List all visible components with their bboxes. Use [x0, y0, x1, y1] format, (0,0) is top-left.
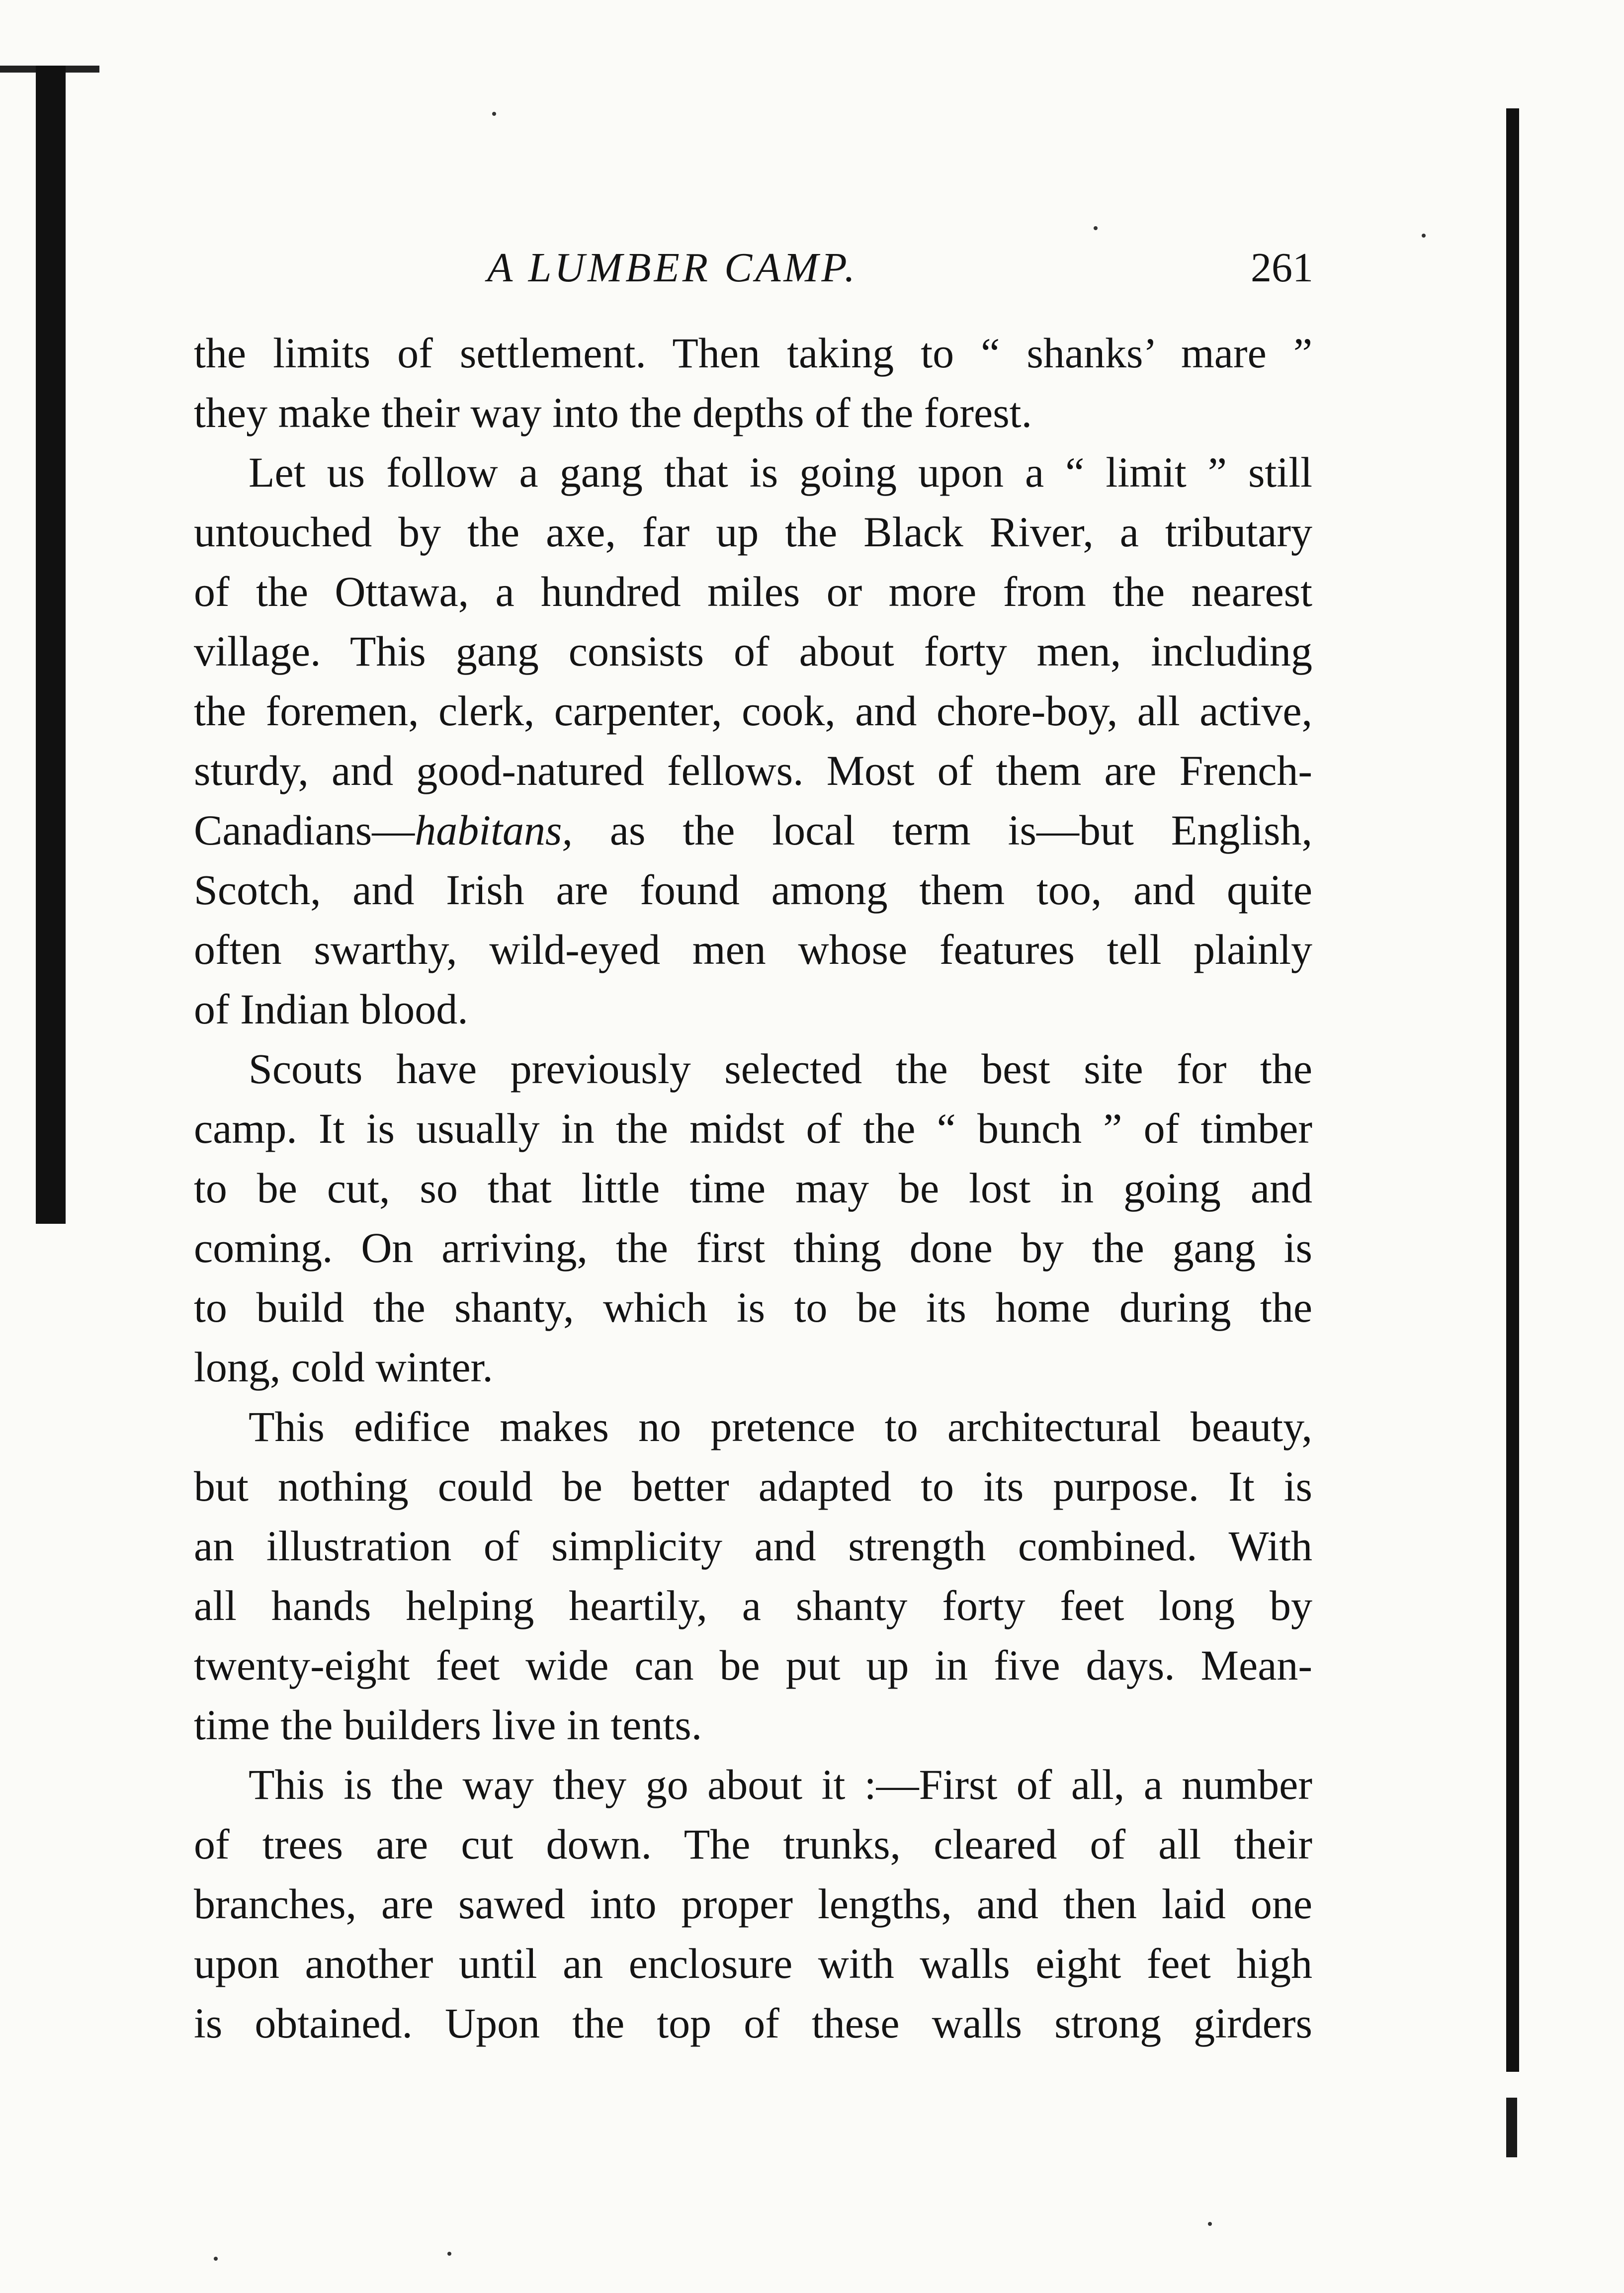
running-head	[194, 234, 1312, 308]
text-line: is obtained. Upon the top of these walls strong girders	[194, 1999, 1312, 2047]
text-line: This edifice makes no pretence to architectural beauty,	[249, 1403, 1312, 1450]
running-head-title: A LUMBER CAMP.	[487, 245, 858, 291]
text-line: Let us follow a gang that is going upon a “ limit ” still	[249, 448, 1312, 496]
text-line: they make their way into the depths of the forest.	[194, 389, 1032, 436]
text-line: the foremen, clerk, carpenter, cook, and chore-boy, all active,	[194, 687, 1312, 735]
scan-gutter-shadow-right	[1506, 108, 1519, 2072]
text-line: often swarthy, wild-eyed men whose features tell plainly	[194, 926, 1312, 973]
page-number: 261	[1251, 245, 1313, 291]
text-line: This is the way they go about it :—First of all, a number	[249, 1761, 1312, 1808]
text-line: but nothing could be better adapted to its purpose. It is	[194, 1462, 1312, 1510]
text-line: an illustration of simplicity and strength combined. With	[194, 1522, 1312, 1570]
text-line: sturdy, and good-natured fellows. Most of them are French-	[194, 747, 1312, 794]
text-line: coming. On arriving, the first thing done by the gang is	[194, 1224, 1312, 1272]
text-line: upon another until an enclosure with walls eight feet high	[194, 1940, 1312, 1987]
text-line: to be cut, so that little time may be lost in going and	[194, 1164, 1312, 1212]
italic-term-habitans: habitans,	[415, 806, 573, 854]
text-line: time the builders live in tents.	[194, 1701, 702, 1749]
scan-speck	[447, 2252, 451, 2256]
text-line: branches, are sawed into proper lengths, and then laid one	[194, 1880, 1312, 1928]
text-run: as the local term is—but English,	[573, 806, 1312, 854]
text-line: of trees are cut down. The trunks, cleared of all their	[194, 1820, 1312, 1868]
paragraph-5	[194, 1755, 1312, 2053]
scan-speck	[214, 2257, 218, 2261]
text-run: Canadians—	[194, 806, 415, 854]
text-line: Scotch, and Irish are found among them too, and quite	[194, 866, 1312, 914]
scan-gutter-shadow-left	[36, 66, 66, 1224]
scan-speck	[1422, 234, 1426, 238]
paragraph-2	[194, 442, 1312, 1039]
text-line: all hands helping heartily, a shanty forty feet long by	[194, 1582, 1312, 1629]
text-line: to build the shanty, which is to be its home during the	[194, 1283, 1312, 1331]
text-line	[194, 800, 1312, 860]
text-line: of the Ottawa, a hundred miles or more from the nearest	[194, 568, 1312, 615]
paragraph-3	[194, 1039, 1312, 1397]
book-page	[194, 234, 1312, 2053]
text-line: the limits of settlement. Then taking to “ shanks’ mare ”	[194, 329, 1312, 377]
text-line: village. This gang consists of about forty men, including	[194, 627, 1312, 675]
text-line: Scouts have previously selected the best site for the	[249, 1045, 1312, 1093]
text-line: long, cold winter.	[194, 1343, 493, 1391]
scan-speck	[1208, 2222, 1212, 2226]
text-line: camp. It is usually in the midst of the “ bunch ” of timber	[194, 1104, 1312, 1152]
scan-speck	[1094, 226, 1098, 230]
scan-gutter-shadow-right-tail	[1506, 2098, 1517, 2157]
paragraph-4	[194, 1397, 1312, 1755]
paragraph-1	[194, 323, 1312, 442]
text-line: of Indian blood.	[194, 985, 468, 1033]
text-line: twenty-eight feet wide can be put up in five days. Mean-	[194, 1641, 1312, 1689]
scan-speck	[492, 112, 496, 116]
text-line: untouched by the axe, far up the Black River, a tributary	[194, 508, 1312, 556]
